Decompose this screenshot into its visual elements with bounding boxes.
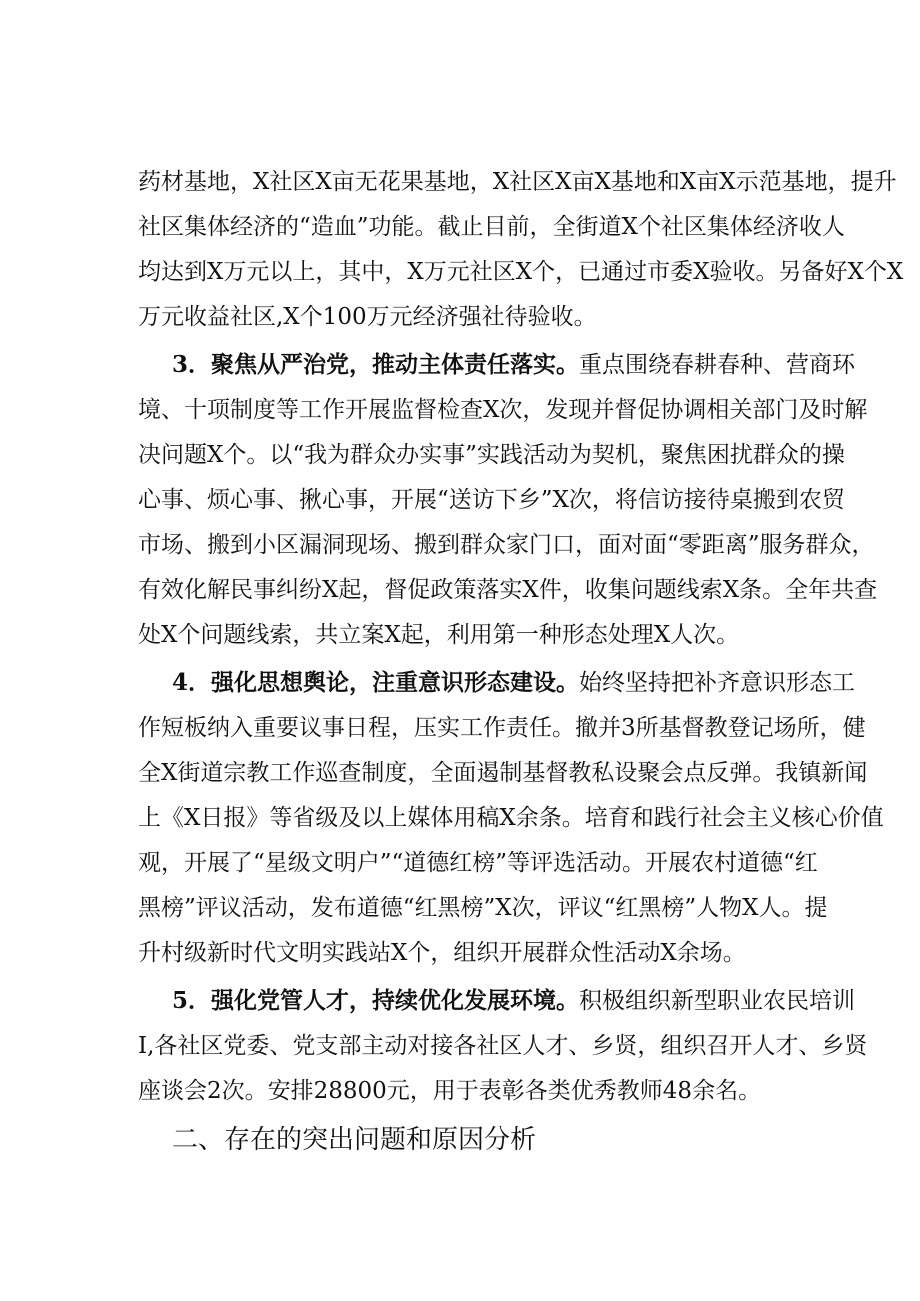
item4-line-2: 作短板纳入重要议事日程，压实工作责任。撤并3所基督教登记场所，健: [138, 715, 866, 741]
item3-first-line: [172, 347, 856, 383]
item3-line-3: 决问题X个。以“我为群众办实事”实践活动为契机，聚焦困扰群众的操: [138, 442, 845, 468]
item4-line-7: 升村级新时代文明实践站X个，组织开展群众性活动X余场。: [138, 940, 746, 966]
item4-first-line: [172, 665, 856, 701]
intro-line-4: 万元收益社区,X个100万元经济强社待验收。: [138, 304, 597, 330]
item5-line-2: I,各社区党委、党支部主动对接各社区人才、乡贤，组织召开人才、乡贤: [138, 1033, 868, 1059]
item4-title: 4．强化思想舆论，注重意识形态建设。: [172, 669, 580, 696]
item3-title: 3．聚焦从严治党，推动主体责任落实。: [172, 351, 580, 378]
item4-first-line-rest: 始终坚持把补齐意识形态工: [579, 670, 856, 696]
item3-line-2: 境、十项制度等工作开展监督检查X次，发现并督促协调相关部门及时解: [138, 397, 868, 423]
section-heading: 二、存在的突出问题和原因分析: [172, 1125, 537, 1155]
item4-line-5: 观，开展了“星级文明户”“道德红榜”等评选活动。开展农村道德“红: [138, 850, 818, 876]
item3-line-7: 处X个问题线索，共立案X起，利用第一种形态处理X人次。: [138, 622, 740, 648]
item3-line-4: 心事、烦心事、揪心事，开展“送访下乡”X次，将信访接待桌搬到农贸: [138, 487, 845, 513]
item4-line-3: 全X街道宗教工作巡查制度，全面遏制基督教私设聚会点反弹。我镇新闻: [138, 760, 868, 786]
item5-title: 5．强化党管人才，持续优化发展环境。: [172, 987, 580, 1014]
item4-line-4: 上《X日报》等省级及以上媒体用稿X余条。培育和践行社会主义核心价值: [138, 805, 884, 831]
item5-first-line: [172, 983, 856, 1019]
intro-line-2: 社区集体经济的“造血”功能。截止目前，全街道X个社区集体经济收人: [138, 214, 845, 240]
item4-line-6: 黑榜”评议活动，发布道德“红黑榜”X次，评议“红黑榜”人物X人。提: [138, 895, 828, 921]
intro-line-1: 药材基地，X社区X亩无花果基地，X社区X亩X基地和X亩X示范基地，提升: [138, 169, 897, 195]
item3-line-5: 市场、搬到小区漏洞现场、搬到群众家门口，面对面“零距离”服务群众，: [138, 532, 875, 558]
intro-line-3: 均达到X万元以上，其中，X万元社区X个，已通过市委X验收。另备好X个X: [138, 259, 904, 285]
item5-first-line-rest: 积极组织新型职业农民培训: [579, 988, 856, 1014]
item5-line-3: 座谈会2次。安排28800元，用于表彰各类优秀教师48余名。: [138, 1078, 762, 1104]
item3-first-line-rest: 重点围绕春耕春种、营商环: [579, 352, 856, 378]
item3-line-6: 有效化解民事纠纷X起，督促政策落实X件，收集问题线索X条。全年共查: [138, 577, 878, 603]
